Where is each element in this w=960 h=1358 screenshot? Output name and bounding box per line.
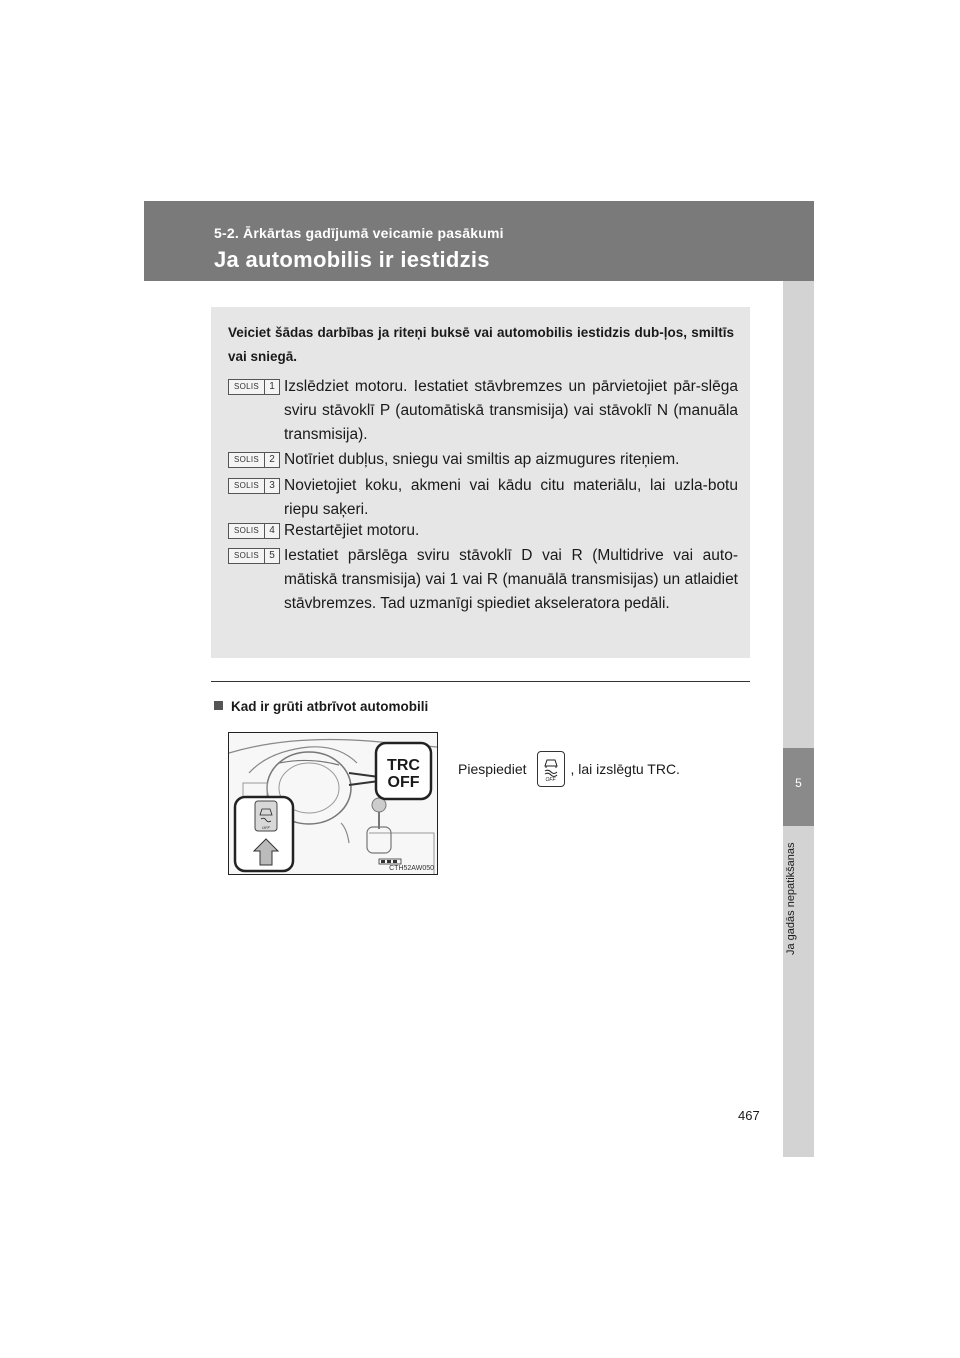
illustration-button-label: OFF — [262, 825, 270, 830]
step-text: Iestatiet pārslēga sviru stāvoklī D vai R (Multidrive vai auto-mātiskā transmisija) vai 1 vai R (manuālā transmisijas) un atlaidiet stāvbremzes. Tad uzmanīgi spiediet akseleratora pedāli. — [284, 547, 738, 612]
header-band — [144, 201, 814, 281]
chapter-number: 5 — [795, 776, 802, 790]
trc-off-button-icon — [537, 751, 565, 787]
step-badge-number: 2 — [264, 453, 279, 467]
page-title: Ja automobilis ir iestidzis — [214, 247, 490, 272]
image-code: CTH52AW050 — [389, 865, 434, 872]
inline-button-label: OFF — [545, 777, 556, 783]
trc-label-line1: TRC — [387, 757, 420, 774]
dashboard-illustration — [228, 732, 438, 875]
side-strip — [783, 281, 814, 1157]
step-badge — [228, 379, 280, 395]
instruction-before: Piespiediet — [458, 761, 527, 777]
intro-text: Veiciet šādas darbības ja riteņi buksē vai automobilis iestidzis dub-ļos, smiltīs vai sniegā. — [228, 325, 734, 364]
step-text: Izslēdziet motoru. Iestatiet stāvbremzes un pārvietojiet pār-slēga sviru stāvoklī P (automātiskā transmisija) vai stāvoklī N (manuāla transmisija). — [284, 378, 738, 443]
step-5 — [228, 544, 738, 616]
step-badge-word: SOLIS — [233, 526, 260, 535]
step-badge — [228, 548, 280, 564]
step-badge — [228, 523, 280, 539]
section-label: 5-2. Ārkārtas gadījumā veicamie pasākumi — [214, 225, 504, 241]
step-1 — [228, 375, 738, 447]
step-badge — [228, 452, 280, 468]
step-badge-number: 4 — [264, 524, 279, 538]
step-badge — [228, 478, 280, 494]
page-number: 467 — [738, 1108, 760, 1123]
step-text: Notīriet dubļus, sniegu vai smiltis ap aizmugures riteņiem. — [284, 451, 680, 468]
dashboard-drawing — [229, 733, 437, 874]
step-text: Restartējiet motoru. — [284, 522, 420, 539]
step-2 — [228, 448, 738, 472]
step-badge-word: SOLIS — [233, 481, 260, 490]
step-text: Novietojiet koku, akmeni vai kādu citu materiālu, lai uzla-botu riepu saķeri. — [284, 477, 738, 518]
instruction-text — [458, 751, 680, 787]
chapter-title-vertical: Ja gadās nepatikšanas — [785, 842, 797, 955]
chapter-tab[interactable] — [783, 748, 814, 826]
step-4 — [228, 519, 738, 543]
step-badge-word: SOLIS — [233, 551, 260, 560]
instruction-box — [211, 307, 750, 658]
step-badge-number: 1 — [264, 380, 279, 394]
square-bullet-icon — [214, 701, 223, 710]
step-badge-number: 5 — [264, 549, 279, 563]
subheading — [214, 699, 428, 714]
subheading-text: Kad ir grūti atbrīvot automobili — [231, 699, 429, 714]
instruction-after: , lai izslēgtu TRC. — [570, 761, 680, 777]
step-badge-number: 3 — [264, 479, 279, 493]
step-3 — [228, 474, 738, 522]
step-badge-word: SOLIS — [233, 382, 260, 391]
trc-label-line2: OFF — [387, 774, 420, 791]
step-badge-word: SOLIS — [233, 455, 260, 464]
section-divider — [211, 681, 750, 682]
trc-off-label — [376, 757, 431, 791]
